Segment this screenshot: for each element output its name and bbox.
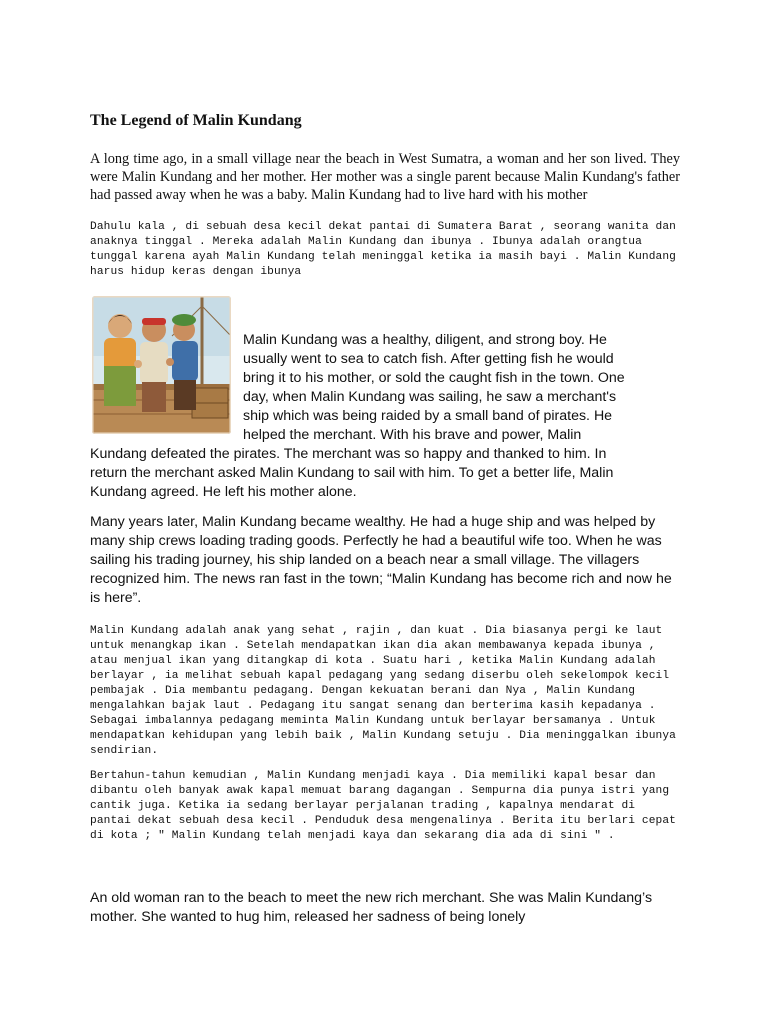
text-line: helped the merchant. With his brave and power, Malin: [243, 427, 582, 443]
paragraph-1-english: A long time ago, in a small village near the beach in West Sumatra, a woman and her son lived. They were Malin Kundang and her mother. Her mother was a single parent because Malin Kundang's father had passed away when he was a baby. Malin Kundang had to live hard with his mother: [90, 151, 680, 203]
paragraph-4-english: An old woman ran to the beach to meet the new rich merchant. She was Malin Kundang’s mother. She wanted to hug him, released her sadness of being lonely: [90, 890, 653, 925]
text-line: return the merchant asked Malin Kundang to sail with him. To get a better life, Malin: [90, 465, 614, 481]
paragraph-2-indonesian: Malin Kundang adalah anak yang sehat , rajin , dan kuat . Dia biasanya pergi ke laut untuk menangkap ikan . Setelah mendapatkan ikan dia akan membawanya kepada ibunya , atau menjual ikan yang ditangkap di kota . Suatu hari , ketika Malin Kundang adalah berlayar , ia melihat sebuah kapal pedagang yang sedang diserbu oleh sekelompok kecil pembajak . Dia membantu pedagang. Dengan kekuatan berani dan Nya , Malin Kundang mengalahkan bajak laut . Pedagang itu sangat senang dan berterima kasih kepadanya . Sebagai imbalannya pedagang meminta Malin Kundang untuk berlayar bersamanya . Untuk mendapatkan kehidupan yang lebih baik , Malin Kundang setuju . Dia meninggalkan ibunya sendirian.: [90, 625, 683, 757]
text-line: Kundang agreed. He left his mother alone.: [90, 484, 357, 500]
paragraph-2-english: [90, 331, 680, 502]
text-line: bring it to his mother, or sold the caught fish in the town. One: [243, 370, 625, 386]
paragraph-1-indonesian: Dahulu kala , di sebuah desa kecil dekat pantai di Sumatera Barat , seorang wanita dan anaknya tinggal . Mereka adalah Malin Kundang dan ibunya . Ibunya adalah orangtua tunggal karena ayah Malin Kundang telah meninggal ketika ia masih bayi . Malin Kundang harus hidup keras dengan ibunya: [90, 221, 683, 278]
paragraph-3-indonesian: Bertahun-tahun kemudian , Malin Kundang menjadi kaya . Dia memiliki kapal besar dan dibantu oleh banyak awak kapal memuat barang dagangan . Sempurna dia punya istri yang cantik juga. Ketika ia sedang berlayar perjalanan trading , kapalnya mendarat di pantai dekat sebuah desa kecil . Penduduk desa mengenalinya . Berita itu berlari cepat di kota ; " Malin Kundang telah menjadi kaya dan sekarang dia ada di sini " .: [90, 770, 683, 842]
document-title: The Legend of Malin Kundang: [90, 112, 302, 129]
text-line: usually went to sea to catch fish. After getting fish he would: [243, 351, 614, 367]
text-line: day, when Malin Kundang was sailing, he saw a merchant's: [243, 389, 617, 405]
text-line: Malin Kundang was a healthy, diligent, and strong boy. He: [243, 332, 607, 348]
text-line: Kundang defeated the pirates. The merchant was so happy and thanked to him. In: [90, 446, 607, 462]
paragraph-3-english: Many years later, Malin Kundang became wealthy. He had a huge ship and was helped by many ship crews loading trading goods. Perfectly he had a beautiful wife too. When he was sailing his trading journey, his ship landed on a beach near a small village. The villagers recognized him. The news ran fast in the town; “Malin Kundang has become rich and now he is here”.: [90, 514, 672, 606]
text-line: ship which was being raided by a small band of pirates. He: [243, 408, 613, 424]
